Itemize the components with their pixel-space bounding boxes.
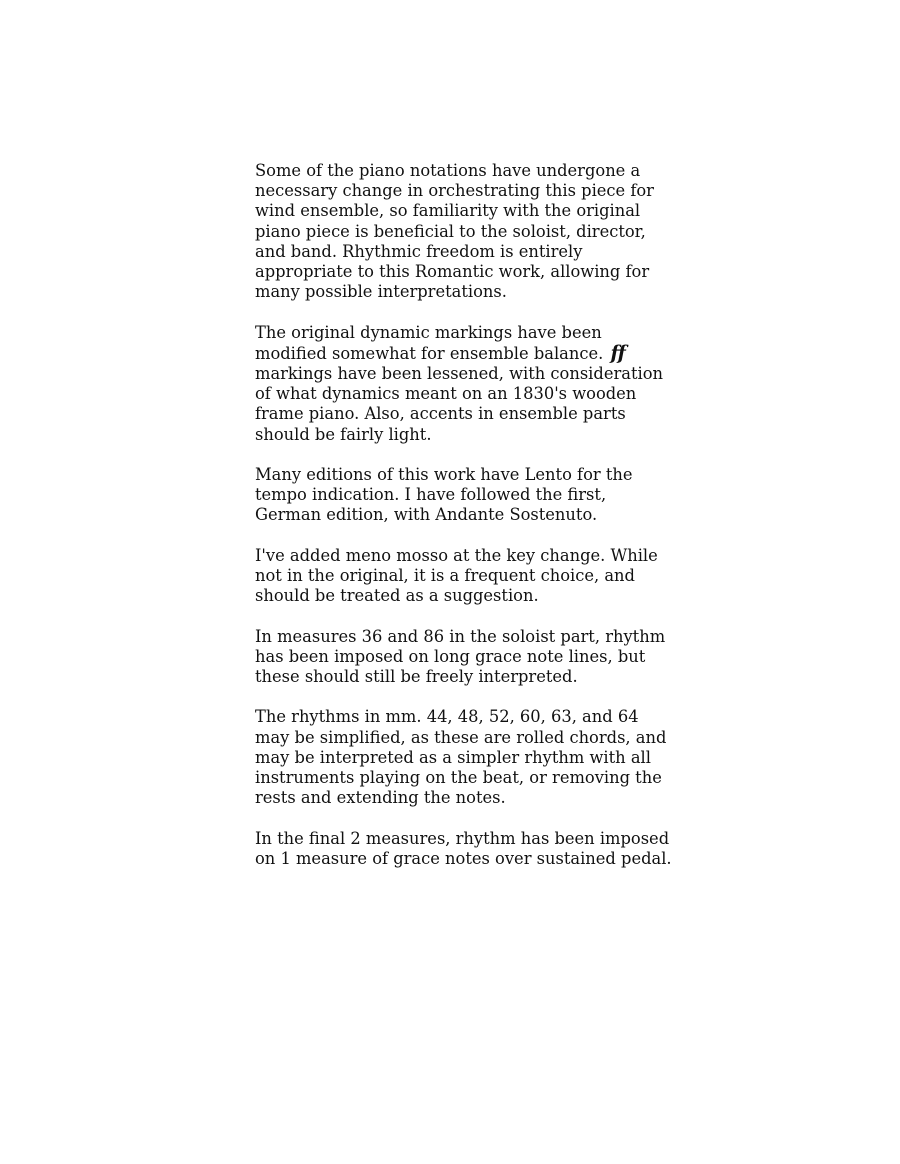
text-line: necessary change in orchestrating this piece for [255, 181, 654, 201]
text-line: has been imposed on long grace note lines, but [255, 646, 646, 666]
text-line [255, 343, 675, 364]
text-line: In the final 2 measures, rhythm has been imposed [255, 828, 670, 848]
text-line: should be treated as a suggestion. [255, 586, 539, 606]
text-line: In measures 36 and 86 in the soloist part, rhythm [255, 626, 666, 646]
paragraph-dynamic-markings [255, 323, 675, 445]
text-line: tempo indication. I have followed the first, [255, 485, 607, 505]
text-line: instruments playing on the beat, or removing the [255, 768, 662, 788]
text-line: rests and extending the notes. [255, 788, 506, 808]
fortissimo-symbol: ff [610, 341, 625, 364]
text-line: German edition, with Andante Sostenuto. [255, 505, 598, 525]
paragraph-rolled-chords [255, 707, 675, 808]
text-line: may be interpreted as a simpler rhythm with all [255, 747, 651, 767]
text-line: wind ensemble, so familiarity with the original [255, 201, 641, 221]
text-line: The rhythms in mm. 44, 48, 52, 60, 63, and 64 [255, 707, 639, 727]
paragraph-final-measures [255, 829, 675, 869]
text-line: Many editions of this work have Lento for the [255, 465, 633, 485]
text-line: many possible interpretations. [255, 282, 507, 302]
paragraph-meno-mosso [255, 546, 675, 607]
paragraph-tempo [255, 465, 675, 526]
text-line: appropriate to this Romantic work, allowing for [255, 262, 650, 282]
text-line: piano piece is beneficial to the soloist, director, [255, 221, 646, 241]
paragraph-grace-notes [255, 627, 675, 688]
text-line: on 1 measure of grace notes over sustained pedal. [255, 848, 672, 868]
text-line: I've added meno mosso at the key change. While [255, 545, 658, 565]
text-line: Some of the piano notations have undergone a [255, 161, 641, 180]
text-line: these should still be freely interpreted. [255, 667, 578, 687]
text-line: The original dynamic markings have been [255, 322, 602, 342]
text-line: not in the original, it is a frequent choice, and [255, 566, 635, 586]
text-segment: modified somewhat for ensemble balance. [255, 343, 604, 363]
paragraph-piano-notations [255, 161, 675, 302]
text-line: and band. Rhythmic freedom is entirely [255, 241, 583, 261]
text-line: should be fairly light. [255, 424, 432, 444]
performance-notes [255, 161, 675, 889]
text-line: frame piano. Also, accents in ensemble parts [255, 404, 626, 424]
text-line: of what dynamics meant on an 1830's wooden [255, 384, 637, 404]
text-line: markings have been lessened, with consideration [255, 364, 663, 384]
text-line: may be simplified, as these are rolled chords, and [255, 727, 667, 747]
